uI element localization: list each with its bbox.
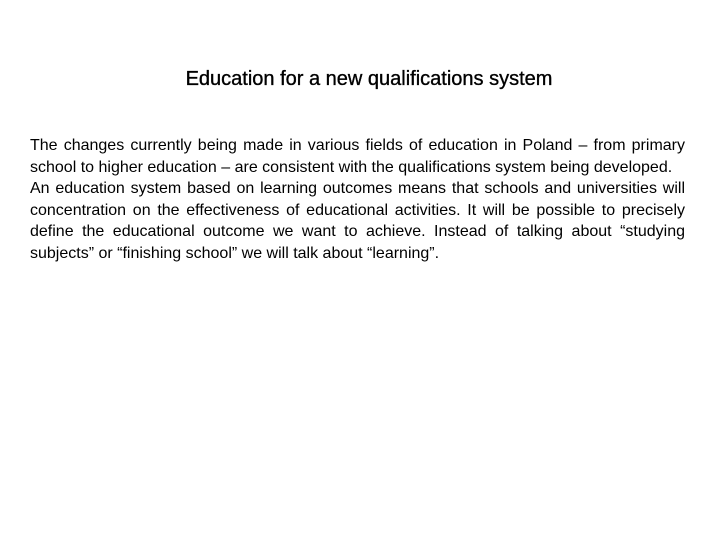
body-paragraph-2: An education system based on learning outcomes means that schools and universities will concentration on the effectiveness of educational activities. It will be possible to precisely define the educational outcome we want to achieve. Instead of talking about “studying subjects” or “finishing school” we will talk about “learning”. (30, 180, 685, 262)
body-paragraph-1: The changes currently being made in various fields of education in Poland – from primary school to higher education – are consistent with the qualifications system being developed. (30, 137, 685, 176)
slide-title: Education for a new qualifications system (185, 68, 553, 90)
slide-body (30, 135, 685, 265)
